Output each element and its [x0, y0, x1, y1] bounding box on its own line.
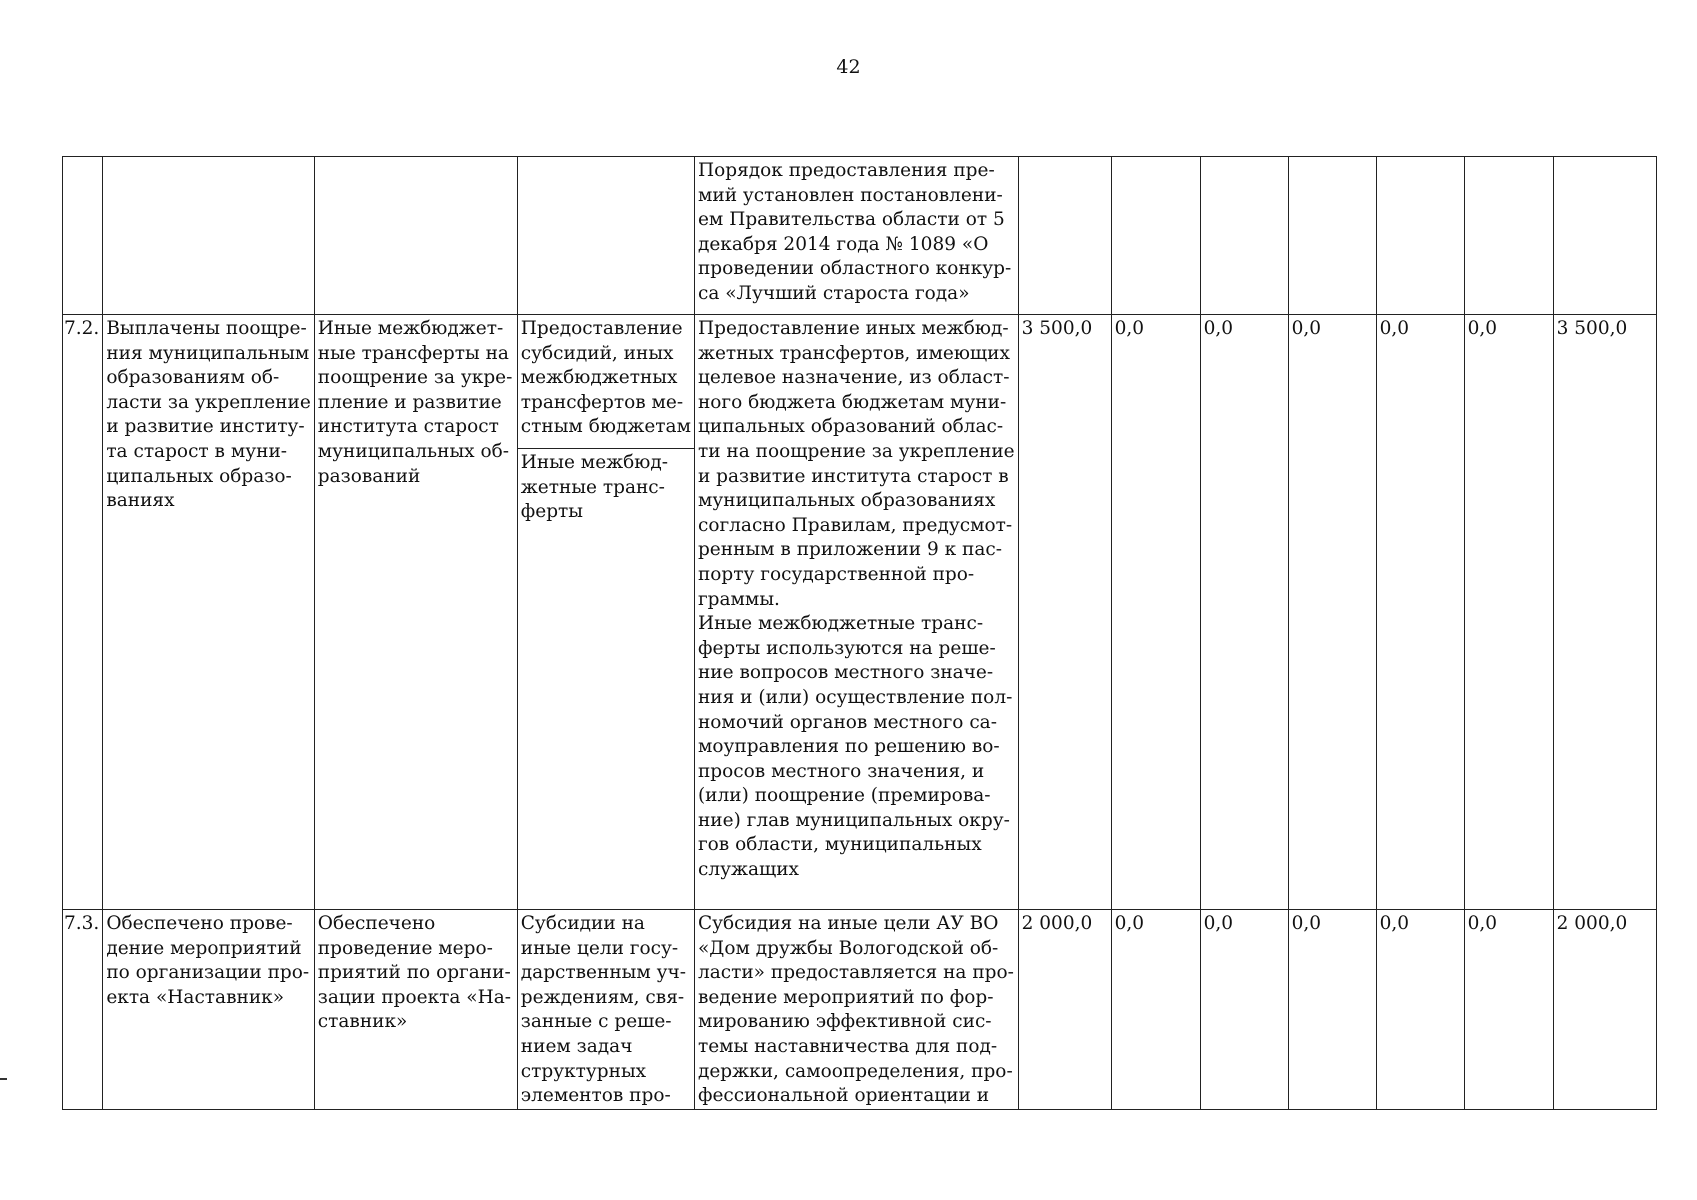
description-line: ласти» предоставляется на про- — [697, 962, 1014, 984]
description-line: жетных трансфертов, имеющих — [697, 342, 1010, 364]
row-number-cell — [63, 157, 103, 315]
description-line: Иные межбюджетные транс- — [697, 613, 984, 635]
value-cell-col-4 — [1288, 157, 1376, 315]
direction-line: ферты — [520, 501, 584, 523]
value-cell-col-3 — [1200, 157, 1288, 315]
direction-bottom — [521, 449, 691, 525]
direction-line: реждениям, свя- — [520, 986, 685, 1008]
description-line: проведении областного конкур- — [697, 258, 1012, 280]
direction-line: Субсидии на — [520, 913, 645, 934]
page-number: 42 — [836, 56, 861, 78]
event-line: зации проекта «На- — [317, 986, 512, 1008]
value-cell-budget-plan: 2 000,0 — [1018, 910, 1111, 1110]
result-cell — [103, 157, 314, 315]
budget-table — [62, 156, 1657, 1110]
result-line: ласти за укрепление — [106, 391, 311, 413]
description-line: Субсидия на иные цели АУ ВО — [697, 913, 999, 934]
description-line: мированию эффективной сис- — [697, 1011, 992, 1033]
value-cell-col-4: 0,0 — [1288, 910, 1376, 1110]
result-line: екта «Наставник» — [106, 986, 285, 1008]
value-cell-col-5: 0,0 — [1376, 315, 1464, 910]
description-line: ферты используются на реше- — [697, 637, 996, 659]
description-line: порту государственной про- — [697, 563, 975, 585]
description-line: целевое назначение, из област- — [697, 367, 1010, 389]
result-line: ния муниципальным — [106, 342, 310, 364]
direction-cell — [517, 315, 694, 910]
table-row — [63, 910, 1657, 1110]
result-line: ваниях — [106, 490, 175, 512]
event-line: проведение меро- — [317, 937, 493, 959]
description-line: (или) поощрение (премирова- — [697, 785, 991, 807]
result-line: и развитие институ- — [106, 416, 305, 438]
value-cell-col-2 — [1111, 157, 1200, 315]
direction-line: Иные межбюд- — [520, 452, 669, 473]
direction-line: нием задач — [520, 1035, 633, 1057]
value-cell-col-4: 0,0 — [1288, 315, 1376, 910]
description-line: фессиональной ориентации и — [697, 1085, 990, 1107]
direction-line: занные с реше- — [520, 1011, 672, 1033]
direction-cell — [517, 157, 694, 315]
value-cell-budget-plan — [1018, 157, 1111, 315]
value-cell-budget-plan: 3 500,0 — [1018, 315, 1111, 910]
direction-line: дарственным уч- — [520, 962, 687, 984]
table-row — [63, 315, 1657, 910]
description-line: гов области, муниципальных — [697, 834, 982, 856]
description-cell — [694, 910, 1018, 1110]
description-line: просов местного значения, и — [697, 760, 985, 782]
direction-line: трансфертов ме- — [520, 391, 684, 413]
event-line: пление и развитие — [317, 391, 502, 413]
description-line: ципальных образований облас- — [697, 416, 1004, 438]
description-line: ти на поощрение за укрепление — [697, 440, 1015, 462]
event-line: поощрение за укре- — [317, 367, 513, 389]
value-cell-col-2: 0,0 — [1111, 315, 1200, 910]
value-cell-col-6: 0,0 — [1464, 910, 1553, 1110]
direction-line: элементов про- — [520, 1085, 671, 1107]
event-line: Иные межбюджет- — [317, 318, 504, 339]
description-line: ем Правительства области от 5 — [697, 209, 1005, 231]
value-cell-total — [1553, 157, 1656, 315]
value-cell-total: 3 500,0 — [1553, 315, 1656, 910]
value-cell-col-3: 0,0 — [1200, 315, 1288, 910]
event-line: ставник» — [317, 1011, 408, 1033]
value-cell-col-5: 0,0 — [1376, 910, 1464, 1110]
direction-line: структурных — [520, 1060, 647, 1082]
description-line: ние вопросов местного значе- — [697, 662, 994, 684]
result-line: Выплачены поощре- — [106, 318, 307, 339]
value-cell-col-6 — [1464, 157, 1553, 315]
result-line: ципальных образо- — [106, 465, 292, 487]
description-line: граммы. — [697, 588, 780, 610]
description-line: Предоставление иных межбюд- — [697, 318, 1009, 339]
row-number-cell: 7.3. — [63, 910, 103, 1110]
description-line: и развитие института старост в — [697, 465, 1009, 487]
result-line: Обеспечено прове- — [106, 913, 293, 934]
event-cell — [314, 910, 517, 1110]
description-line: темы наставничества для под- — [697, 1035, 998, 1057]
value-cell-col-6: 0,0 — [1464, 315, 1553, 910]
description-cell — [694, 315, 1018, 910]
margin-mark — [0, 1078, 7, 1080]
direction-top — [518, 315, 694, 449]
description-cell — [694, 157, 1018, 315]
event-line: Обеспечено — [317, 913, 436, 934]
event-line: ные трансферты на — [317, 342, 509, 364]
table-row — [63, 157, 1657, 315]
description-line: ного бюджета бюджетам муни- — [697, 391, 1007, 413]
event-line: муниципальных об- — [317, 440, 510, 462]
description-line: муниципальных образованиях — [697, 490, 996, 512]
description-line: ние) глав муниципальных окру- — [697, 809, 1010, 831]
description-line: ния и (или) осуществление пол- — [697, 686, 1013, 708]
value-cell-col-5 — [1376, 157, 1464, 315]
description-line: ведение мероприятий по фор- — [697, 986, 994, 1008]
value-cell-col-3: 0,0 — [1200, 910, 1288, 1110]
direction-line: межбюджетных — [520, 367, 678, 389]
description-line: ренным в приложении 9 к пас- — [697, 539, 1003, 561]
description-line: са «Лучший староста года» — [697, 282, 970, 304]
direction-line: жетные транс- — [520, 476, 665, 498]
result-line: та старост в муни- — [106, 440, 288, 462]
description-line: Порядок предоставления пре- — [697, 160, 995, 181]
row-number-cell: 7.2. — [63, 315, 103, 910]
result-cell — [103, 315, 314, 910]
event-line: приятий по органи- — [317, 962, 511, 984]
direction-cell — [517, 910, 694, 1110]
description-line: декабря 2014 года № 1089 «О — [697, 233, 989, 255]
event-cell — [314, 315, 517, 910]
direction-line: Предоставление — [520, 318, 683, 339]
value-cell-total: 2 000,0 — [1553, 910, 1656, 1110]
result-line: по организации про- — [106, 962, 310, 984]
event-cell — [314, 157, 517, 315]
description-line: номочий органов местного са- — [697, 711, 997, 733]
event-line: разований — [317, 465, 421, 487]
result-cell — [103, 910, 314, 1110]
description-line: «Дом дружбы Вологодской об- — [697, 937, 999, 959]
direction-line: стным бюджетам — [520, 416, 691, 438]
direction-line: субсидий, иных — [520, 342, 674, 364]
description-line: согласно Правилам, предусмот- — [697, 514, 1013, 536]
result-line: образованиям об- — [106, 367, 280, 389]
table-body — [63, 157, 1657, 1110]
event-line: института старост — [317, 416, 499, 438]
description-line: служащих — [697, 859, 799, 881]
description-line: моуправления по решению во- — [697, 736, 1000, 758]
description-line: держки, самоопределения, про- — [697, 1060, 1013, 1082]
value-cell-col-2: 0,0 — [1111, 910, 1200, 1110]
result-line: дение мероприятий — [106, 937, 302, 959]
description-line: мий установлен постановлени- — [697, 184, 1003, 206]
direction-line: иные цели госу- — [520, 937, 679, 959]
